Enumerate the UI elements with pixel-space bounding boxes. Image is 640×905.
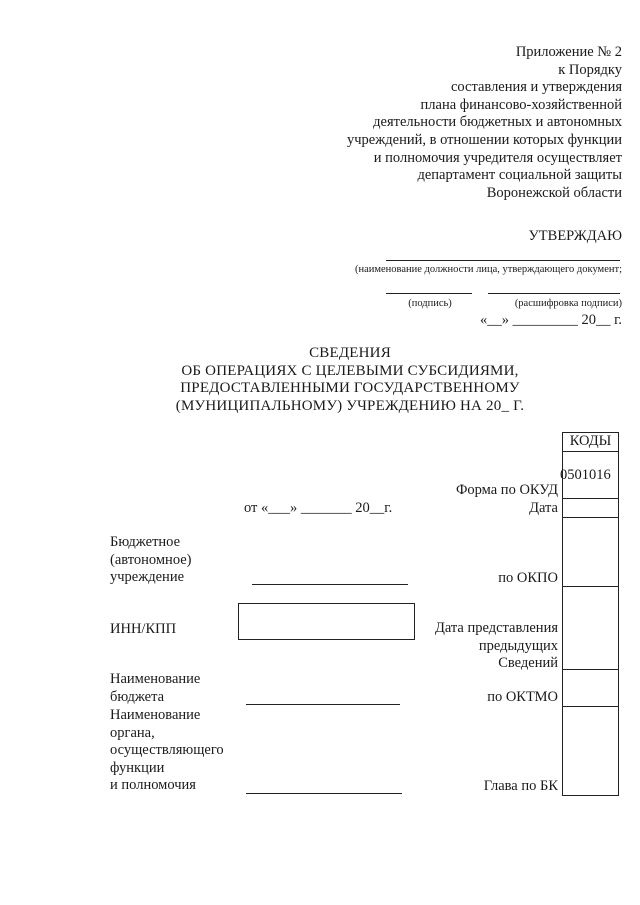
approval-heading: УТВЕРЖДАЮ [528,228,622,244]
appendix-block [262,44,622,202]
oktmo-cell [562,669,619,707]
document-title [150,345,550,415]
prev-date-label-line: Сведений [498,655,558,672]
okpo-cell [562,517,619,587]
organ-label-line: и полномочия [110,777,196,794]
appendix-line: учреждений, в отношении которых функции [347,131,622,148]
oktmo-label: по ОКТМО [487,689,558,705]
appendix-line: плана финансово-хозяйственной [420,96,622,113]
inn-input-box[interactable] [238,603,415,640]
organ-line[interactable] [246,793,402,794]
signature-caption: (подпись) [408,298,452,309]
appendix-line: деятельности бюджетных и автономных [373,114,622,131]
date-from: от «___» _______ 20__г. [244,500,393,516]
inn-label: ИНН/КПП [110,621,177,637]
organ-label-line: осуществляющего [110,742,224,759]
budget-label-line: Наименование [110,671,201,687]
budget-label-line: бюджета [110,688,165,705]
organ-label-line: Наименование [110,707,201,723]
prev-date-label-line: Дата представления [434,620,558,636]
okpo-label: по ОКПО [498,570,558,586]
okud-value: 0501016 [560,467,611,483]
institution-label-line: Бюджетное [110,534,181,550]
codes-header: КОДЫ [569,433,612,449]
bk-cell [562,706,619,796]
prev-date-cell [562,586,619,670]
prev-date-label-line: предыдущих [478,637,558,654]
institution-label-line: (автономное) [110,551,192,568]
institution-line[interactable] [252,584,408,585]
organ-label [110,707,250,795]
appendix-line: департамент социальной защиты [417,167,622,184]
prev-date-label [398,620,558,673]
institution-label-line: учреждение [110,569,185,586]
signature-line [386,293,472,294]
appendix-line: составления и утверждения [450,79,622,96]
approval-date: «__» _________ 20__ г. [479,312,622,328]
decoding-line [488,293,620,294]
appendix-line: к Порядку [558,61,622,78]
appendix-line: Воронежской области [486,184,622,201]
organ-label-line: органа, [110,724,155,741]
date-cell [562,498,619,518]
appendix-line: и полномочия учредителя осуществляет [373,149,622,166]
title-line: (МУНИЦИПАЛЬНОМУ) УЧРЕЖДЕНИЮ НА 20_ Г. [175,397,525,414]
organ-label-line: функции [110,759,165,776]
bk-label: Глава по БК [483,778,558,794]
position-line [386,260,620,261]
title-line: ПРЕДОСТАВЛЕННЫМИ ГОСУДАРСТВЕННОМУ [180,380,520,397]
title-line: СВЕДЕНИЯ [309,345,391,361]
decoding-caption: (расшифровка подписи) [514,298,622,309]
budget-label [110,671,250,706]
date-label: Дата [529,500,558,516]
position-caption: (наименование должности лица, утверждающего документ; [354,264,622,275]
appendix-line: Приложение № 2 [515,44,622,60]
budget-line[interactable] [246,704,400,705]
title-line: ОБ ОПЕРАЦИЯХ С ЦЕЛЕВЫМИ СУБСИДИЯМИ, [181,362,519,379]
okud-label: Форма по ОКУД [455,482,558,498]
institution-label [110,534,250,587]
